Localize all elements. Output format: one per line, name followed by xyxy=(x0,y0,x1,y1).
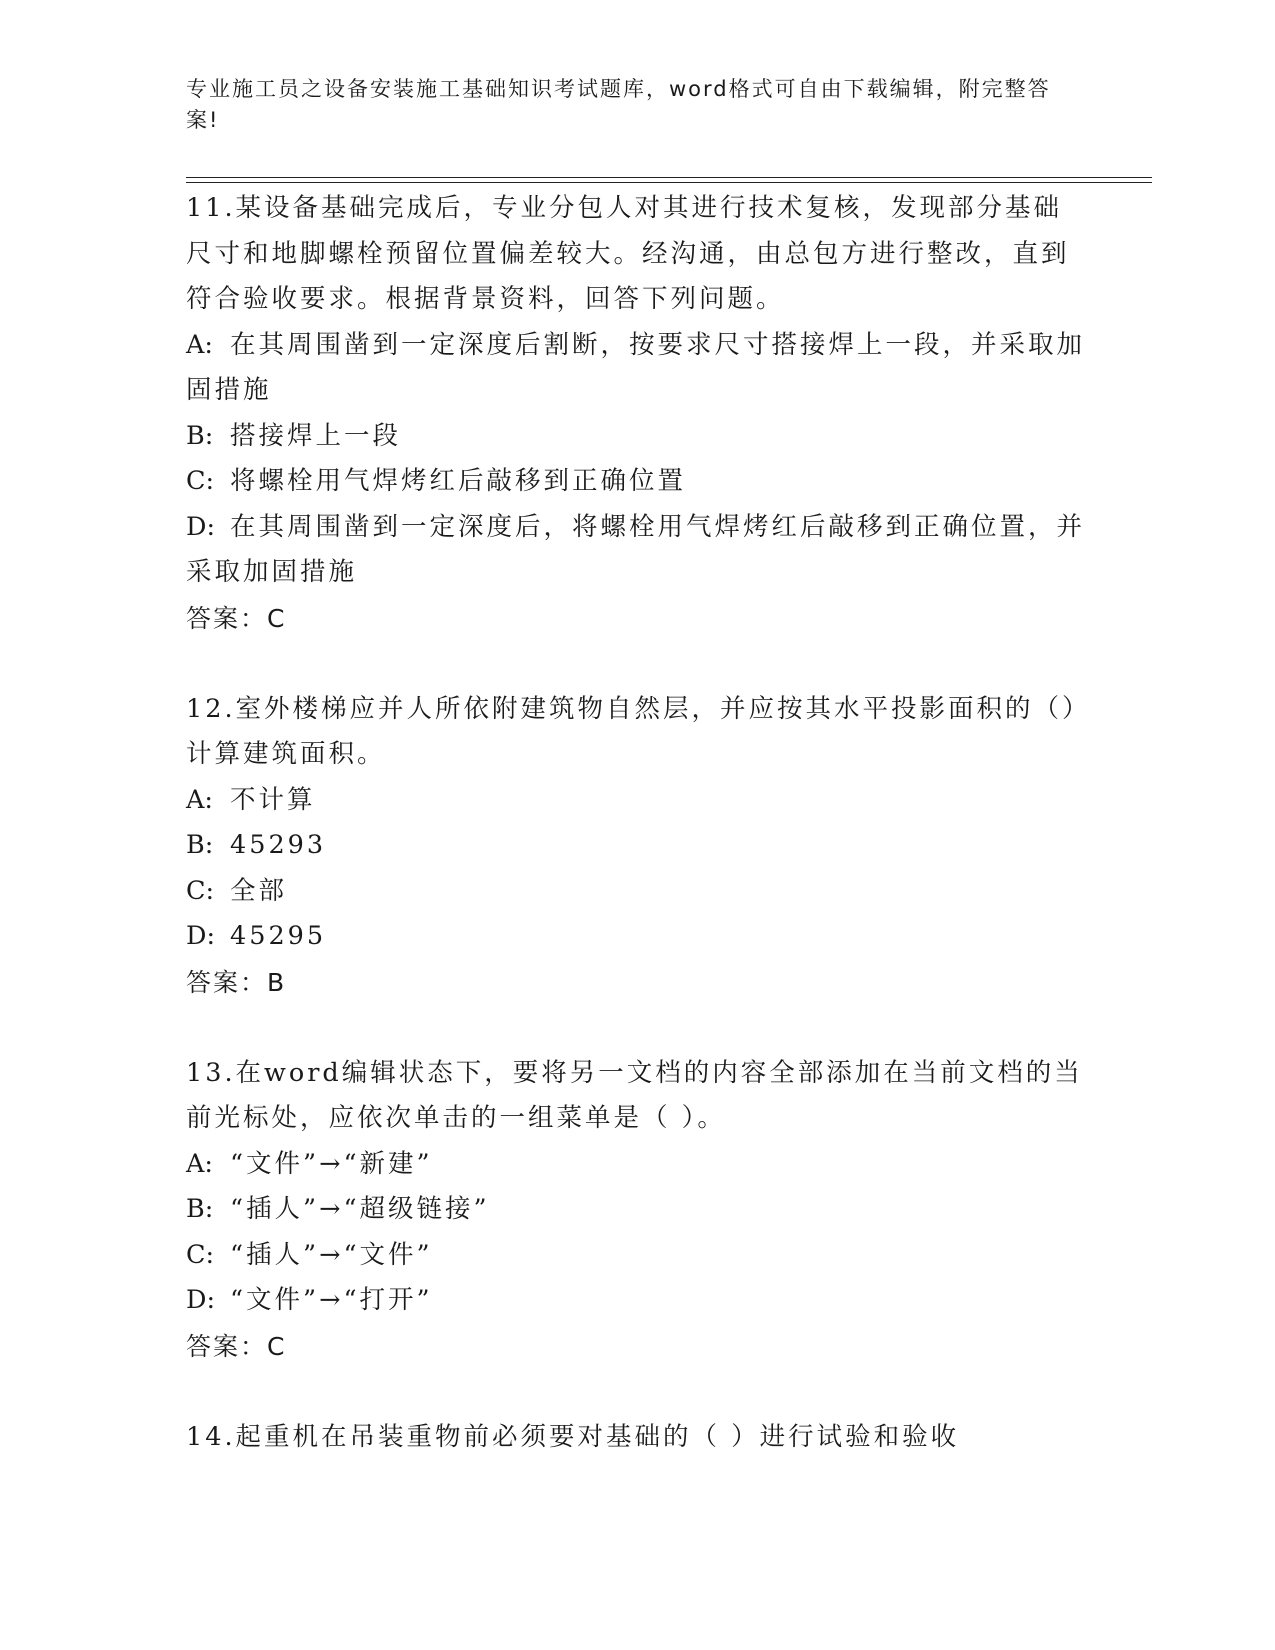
option-key: D: xyxy=(186,1285,216,1315)
option-b xyxy=(186,414,1086,460)
question-12 xyxy=(186,687,1086,1006)
option-key: A: xyxy=(186,784,214,815)
option-text: 45295 xyxy=(230,921,327,951)
option-text: 在其周围凿到一定深度后割断，按要求尺寸搭接焊上一段，并采取加固措施 xyxy=(186,329,1086,405)
option-a xyxy=(186,1142,1086,1188)
answer-label: 答案： xyxy=(186,603,268,633)
question-11 xyxy=(186,186,1086,641)
question-stem: 13.在word编辑状态下，要将另一文档的内容全部添加在当前文档的当前光标处，应依次单击的一组菜单是（ ）。 xyxy=(186,1057,1083,1133)
option-text: “文件”→“新建” xyxy=(230,1148,433,1179)
option-d xyxy=(186,1278,1086,1324)
option-key: B: xyxy=(186,420,214,451)
option-text: 不计算 xyxy=(230,784,316,815)
question-stem: 11.某设备基础完成后，专业分包人对其进行技术复核，发现部分基础尺寸和地脚螺栓预留位置偏差较大。经沟通，由总包方进行整改，直到符合验收要求。根据背景资料，回答下列问题。 xyxy=(186,193,1070,314)
option-key: A: xyxy=(186,1148,214,1179)
answer-value: B xyxy=(267,967,287,997)
question-list xyxy=(186,186,1086,1460)
option-text: 搭接焊上一段 xyxy=(230,420,402,451)
answer-line xyxy=(186,596,1086,642)
answer-label: 答案： xyxy=(186,1331,268,1361)
option-text: “插人”→“文件” xyxy=(230,1239,433,1270)
option-text: 在其周围凿到一定深度后，将螺栓用气焊烤红后敲移到正确位置，并采取加固措施 xyxy=(186,511,1086,587)
question-stem: 14.起重机在吊装重物前必须要对基础的（ ）进行试验和验收 xyxy=(186,1421,960,1452)
page-header: 专业施工员之设备安装施工基础知识考试题库，word格式可自由下载编辑，附完整答案! xyxy=(186,77,1051,132)
option-key: C: xyxy=(186,1239,215,1270)
option-d xyxy=(186,914,1086,960)
option-text: 45293 xyxy=(230,830,327,860)
option-b xyxy=(186,1187,1086,1233)
answer-value: C xyxy=(267,1331,287,1361)
option-text: 将螺栓用气焊烤红后敲移到正确位置 xyxy=(230,466,687,496)
option-key: B: xyxy=(186,830,214,860)
answer-line xyxy=(186,960,1086,1006)
header-rule-top xyxy=(186,177,1152,178)
question-14 xyxy=(186,1415,1086,1461)
option-key: D: xyxy=(186,921,216,951)
option-key: A: xyxy=(186,329,214,360)
option-text: “文件”→“打开” xyxy=(230,1285,433,1315)
option-key: C: xyxy=(186,466,215,496)
option-d xyxy=(186,505,1086,596)
question-stem: 12.室外楼梯应并人所依附建筑物自然层，并应按其水平投影面积的（）计算建筑面积。 xyxy=(186,693,1078,769)
option-key: C: xyxy=(186,875,215,906)
spacer xyxy=(186,1005,1086,1051)
option-text: 全部 xyxy=(230,875,288,906)
answer-label: 答案： xyxy=(186,967,268,997)
option-b xyxy=(186,823,1086,869)
spacer xyxy=(186,1369,1086,1415)
option-key: B: xyxy=(186,1194,214,1224)
header-rule-bottom xyxy=(186,182,1152,183)
option-c xyxy=(186,459,1086,505)
question-13 xyxy=(186,1051,1086,1370)
answer-value: C xyxy=(267,603,287,633)
option-a xyxy=(186,323,1086,414)
option-c xyxy=(186,869,1086,915)
option-key: D: xyxy=(186,511,216,542)
spacer xyxy=(186,641,1086,687)
option-c xyxy=(186,1233,1086,1279)
answer-line xyxy=(186,1324,1086,1370)
option-a xyxy=(186,778,1086,824)
option-text: “插人”→“超级链接” xyxy=(230,1194,490,1224)
